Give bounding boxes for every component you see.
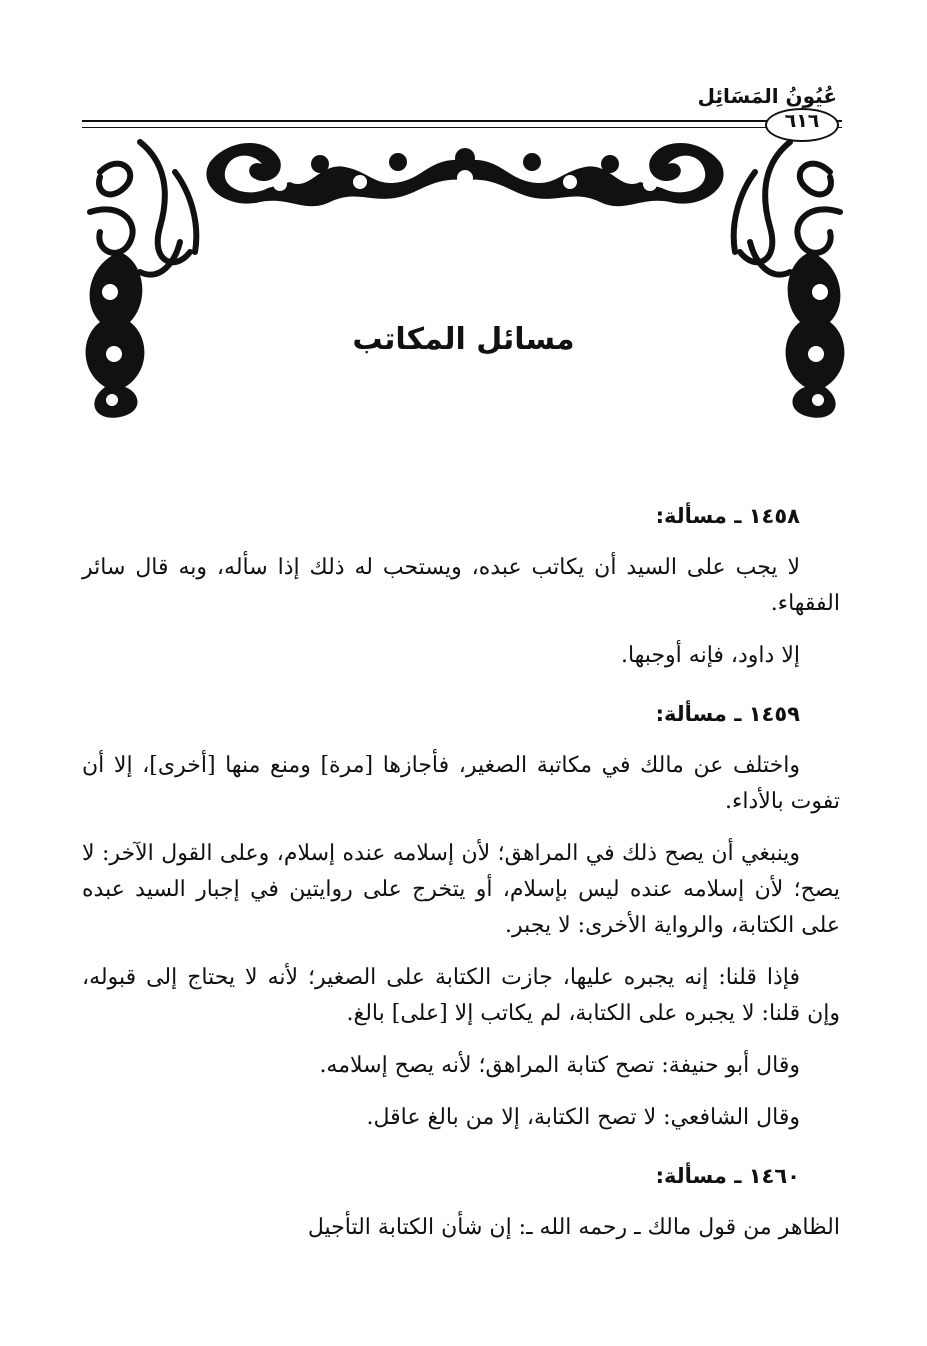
paragraph: وينبغي أن يصح ذلك في المراهق؛ لأن إسلامه عنده إسلام، وعلى القول الآخر: لا يصح؛ لأن إسلامه عنده ليس بإسلام، أو يتخرج على روايتين في إجبار السيد عبده على الكتابة، والرواية الأخرى: لا يجبر. xyxy=(82,841,840,938)
page-number: ٦١٦ xyxy=(784,110,820,132)
paragraph: وقال أبو حنيفة: تصح كتابة المراهق؛ لأنه يصح إسلامه. xyxy=(319,1053,800,1078)
paragraph: لا يجب على السيد أن يكاتب عبده، ويستحب له ذلك إذا سأله، وبه قال سائر الفقهاء. xyxy=(82,555,840,616)
paragraph: إلا داود، فإنه أوجبها. xyxy=(620,643,800,668)
issue-heading: ١٤٥٩ ـ مسألة: xyxy=(655,702,800,726)
issue-heading: ١٤٦٠ ـ مسألة: xyxy=(655,1164,800,1188)
issue-heading: ١٤٥٨ ـ مسألة: xyxy=(655,504,800,528)
header-rule xyxy=(82,120,842,122)
paragraph: وقال الشافعي: لا تصح الكتابة، إلا من بالغ عاقل. xyxy=(366,1105,800,1130)
scroll-band xyxy=(206,143,723,206)
header-rule-thin xyxy=(82,127,842,128)
text-body xyxy=(82,492,840,1262)
running-header-title: عُيُونُ المَسَائِل xyxy=(697,84,837,108)
paragraph: فإذا قلنا: إنه يجبره عليها، جازت الكتابة على الصغير؛ لأنه لا يحتاج إلى قبوله، وإن قلنا: لا يجبره على الكتابة، لم يكاتب إلا [على] بالغ. xyxy=(82,965,840,1026)
paragraph: الظاهر من قول مالك ـ رحمه الله ـ: إن شأن الكتابة التأجيل xyxy=(307,1215,840,1240)
decorative-frame-ornament xyxy=(80,132,850,422)
chapter-title: مسائل المكاتب xyxy=(352,322,575,357)
paragraph: واختلف عن مالك في مكاتبة الصغير، فأجازها [مرة] ومنع منها [أخرى]، إلا أن تفوت بالأداء. xyxy=(82,753,840,814)
